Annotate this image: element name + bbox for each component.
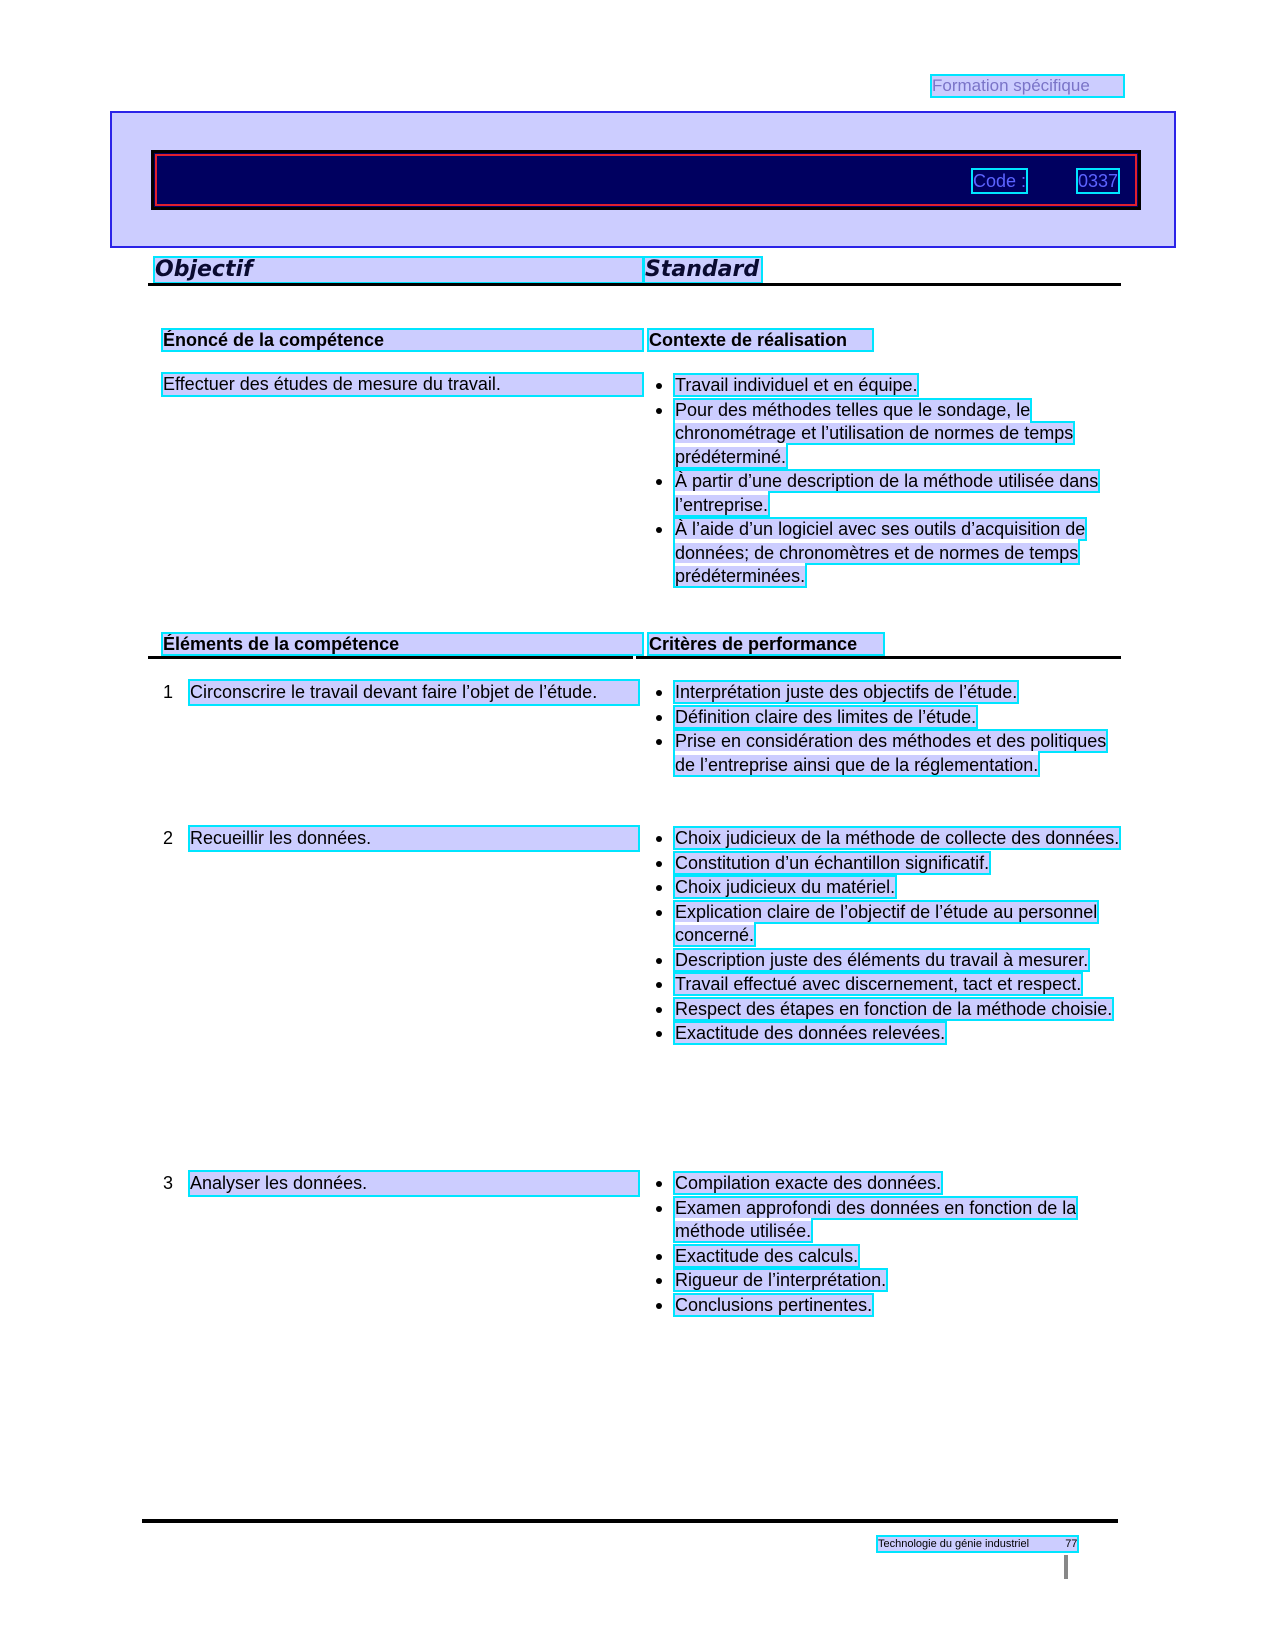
context-heading: Contexte de réalisation (649, 330, 872, 350)
list-item: Pour des méthodes telles que le sondage, le chronométrage et l’utilisation de normes de temps prédéterminé. (653, 399, 1123, 470)
list-item: Respect des étapes en fonction de la méthode choisie. (653, 998, 1123, 1022)
footer-marker (1064, 1555, 1068, 1579)
column-heading-objectif: Objectif (155, 258, 642, 282)
bullet-icon (656, 1303, 662, 1309)
bullet-icon (656, 527, 662, 533)
list-item: Choix judicieux du matériel. (653, 876, 1123, 900)
bullet-icon (656, 383, 662, 389)
bullet-icon (656, 408, 662, 414)
elements-heading: Éléments de la compétence (163, 634, 642, 654)
bullet-icon (656, 1254, 662, 1260)
list-item: Travail effectué avec discernement, tact et respect. (653, 973, 1123, 997)
bullet-icon (656, 1181, 662, 1187)
list-item: À l’aide d’un logiciel avec ses outils d’acquisition de données; de chronomètres et de normes de temps prédéterminées. (653, 518, 1123, 589)
criteria-list-3 (653, 1172, 1123, 1318)
bullet-icon (656, 910, 662, 916)
title-panel (110, 111, 1176, 248)
list-item: Travail individuel et en équipe. (653, 374, 1123, 398)
element-item-2 (163, 827, 638, 850)
list-item: Interprétation juste des objectifs de l’étude. (653, 681, 1123, 705)
list-item: Exactitude des calculs. (653, 1245, 1123, 1269)
page-number: 77 (1065, 1538, 1078, 1550)
list-item: Choix judicieux de la méthode de collecte des données. (653, 827, 1123, 851)
list-item: Définition claire des limites de l’étude. (653, 706, 1123, 730)
bullet-icon (656, 1031, 662, 1037)
element-item-3 (163, 1172, 638, 1195)
element-label: Recueillir les données. (190, 827, 638, 850)
element-label: Analyser les données. (190, 1172, 638, 1195)
list-item: À partir d’une description de la méthode utilisée dans l’entreprise. (653, 470, 1123, 517)
bullet-icon (656, 861, 662, 867)
list-item: Explication claire de l’objectif de l’étude au personnel concerné. (653, 901, 1123, 948)
footer-title: Technologie du génie industriel (878, 1538, 1030, 1550)
list-item: Conclusions pertinentes. (653, 1294, 1123, 1318)
column-heading-standard: Standard (645, 257, 760, 282)
bullet-icon (656, 739, 662, 745)
bullet-icon (656, 958, 662, 964)
element-number: 3 (163, 1173, 174, 1193)
bullet-icon (656, 690, 662, 696)
bullet-icon (656, 836, 662, 842)
bullet-icon (656, 479, 662, 485)
list-item: Prise en considération des méthodes et des politiques de l’entreprise ainsi que de la réglementation. (653, 730, 1123, 777)
code-label: Code : (973, 171, 1027, 191)
elements-rule-right (636, 656, 1121, 659)
criteria-list-2 (653, 827, 1123, 1047)
criteria-heading: Critères de performance (649, 634, 883, 654)
element-item-1 (163, 681, 638, 704)
elements-rule-left (148, 656, 633, 659)
list-item: Constitution d’un échantillon significatif. (653, 852, 1123, 876)
criteria-list-1 (653, 681, 1123, 778)
list-item: Exactitude des données relevées. (653, 1022, 1123, 1046)
footer-rule (142, 1519, 1118, 1523)
element-label: Circonscrire le travail devant faire l’objet de l’étude. (190, 681, 638, 704)
element-number: 1 (163, 682, 174, 702)
list-item: Compilation exacte des données. (653, 1172, 1123, 1196)
bullet-icon (656, 1007, 662, 1013)
competence-statement: Effectuer des études de mesure du travail. (163, 374, 642, 395)
bullet-icon (656, 885, 662, 891)
list-item: Description juste des éléments du travail à mesurer. (653, 949, 1123, 973)
title-bar (151, 150, 1141, 210)
list-item: Examen approfondi des données en fonction de la méthode utilisée. (653, 1197, 1123, 1244)
bullet-icon (656, 982, 662, 988)
section-label: Formation spécifique (932, 76, 1123, 96)
column-heading-rule (148, 283, 1121, 286)
bullet-icon (656, 1278, 662, 1284)
code-value: 0337 (1078, 171, 1119, 191)
statement-heading: Énoncé de la compétence (163, 330, 642, 350)
bullet-icon (656, 715, 662, 721)
list-item: Rigueur de l’interprétation. (653, 1269, 1123, 1293)
footer (878, 1537, 1077, 1551)
element-number: 2 (163, 828, 174, 848)
bullet-icon (656, 1206, 662, 1212)
context-list (653, 374, 1123, 590)
